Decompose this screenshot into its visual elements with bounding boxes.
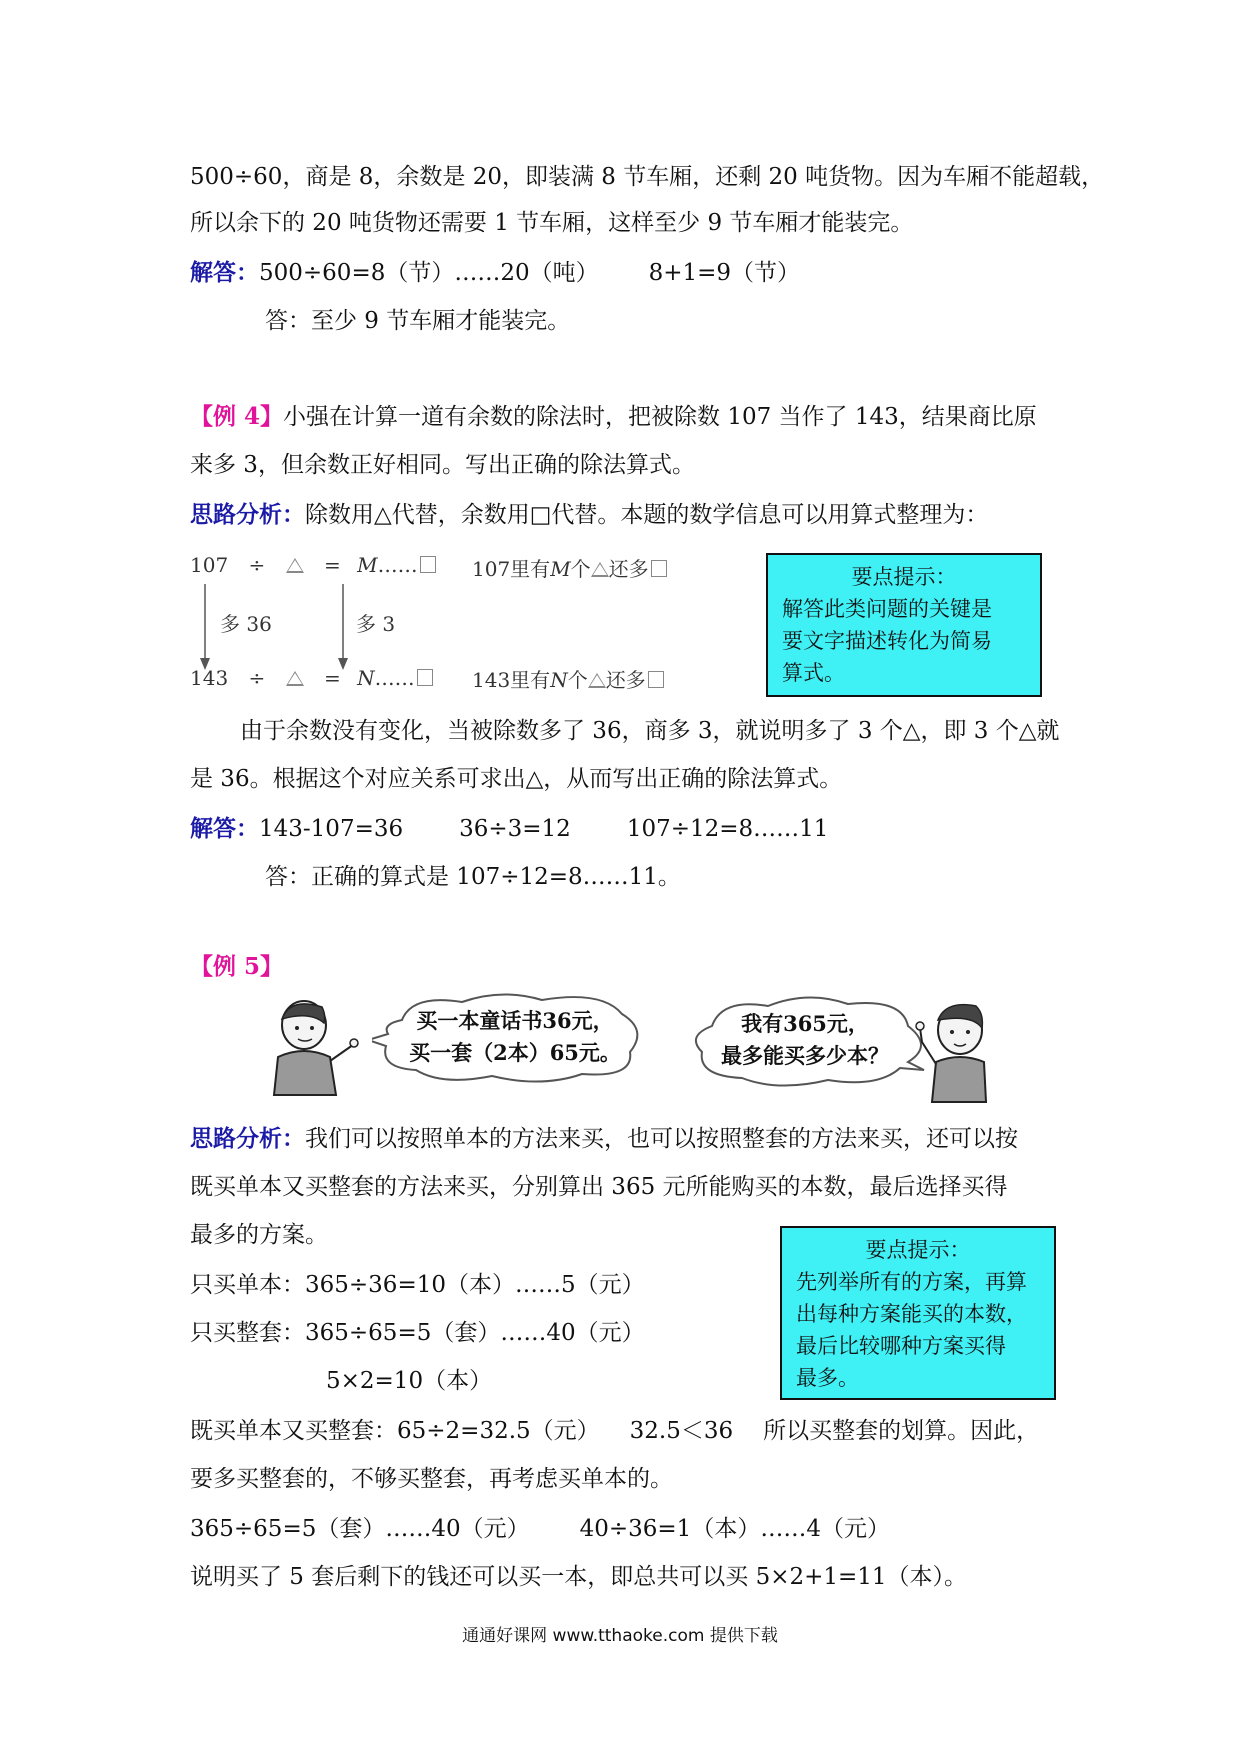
square-icon [420, 556, 436, 573]
tip-line: 最多。 [796, 1366, 859, 1390]
more-36-label: 多 36 [220, 612, 272, 636]
analysis-label: 思路分析： [190, 501, 305, 528]
triangle-icon [591, 562, 609, 577]
analysis-line: 思路分析：我们可以按照单本的方法来买，也可以按照整套的方法来买，还可以按 [190, 1125, 1018, 1152]
analysis-label: 思路分析： [190, 1125, 305, 1152]
tip-line: 要文字描述转化为简易 [782, 629, 992, 653]
answer-label: 解答： [190, 259, 259, 286]
triangle-icon [588, 673, 606, 688]
tip-box [766, 553, 1042, 697]
answer-reply: 答：至少 9 节车厢才能装完。 [265, 308, 571, 334]
tip-line: 最后比较哪种方案买得 [796, 1334, 1006, 1358]
example-text: 小强在计算一道有余数的除法时，把被除数 107 当作了 143，结果商比原 [283, 404, 1037, 430]
more-3-label: 多 3 [356, 612, 396, 636]
paragraph-line: 所以余下的 20 吨货物还需要 1 节车厢，这样至少 9 节车厢才能装完。 [190, 210, 914, 236]
solution-line: 要多买整套的，不够买整套，再考虑买单本的。 [190, 1466, 673, 1492]
analysis-line: 既买单本又买整套的方法来买，分别算出 365 元所能购买的本数，最后选择买得 [190, 1174, 1008, 1200]
tip-line: 算式。 [782, 661, 845, 685]
tip-line: 出每种方案能买的本数， [796, 1302, 1027, 1326]
example-4-line: 来多 3，但余数正好相同。写出正确的除法算式。 [190, 452, 695, 478]
example-5-tag: 【例 5】 [190, 953, 284, 980]
bubble-left-text: 买一本童话书36元， 买一套（2本）65元。 [409, 1008, 621, 1065]
triangle-icon [286, 558, 304, 573]
paragraph-line: 由于余数没有变化，当被除数多了 36，商多 3，就说明多了 3 个△，即 3 个△就 [240, 718, 1060, 744]
example-tag: 【例 4】 [190, 403, 284, 430]
example-4-line [190, 402, 1037, 432]
square-icon [648, 671, 664, 688]
answer-calc: 500÷60=8（节）……20（吨） [259, 260, 599, 286]
analysis-text: 除数用△代替，余数用□代替。本题的数学信息可以用算式整理为： [305, 502, 989, 528]
tip-line: 解答此类问题的关键是 [782, 597, 992, 621]
analysis-line: 最多的方案。 [190, 1222, 328, 1248]
answer-label: 解答： [190, 815, 259, 842]
answer-calc: 8+1=9（节） [648, 260, 801, 286]
tip-line: 先列举所有的方案，再算 [796, 1270, 1027, 1294]
diagram-desc-1: 107里有M个 还多 [472, 553, 667, 582]
tip-title: 要点提示： [865, 1238, 971, 1262]
boy-left-illustration [260, 995, 360, 1105]
diagram-row-2: 143 ÷ = N…… [190, 666, 433, 690]
diagram-desc-2: 143里有N个 还多 [472, 664, 664, 693]
bubble-right-text: 我有365元， 最多能买多少本？ [721, 1011, 889, 1068]
diagram-row-1: 107 ÷ = M…… [190, 553, 436, 577]
triangle-icon [286, 671, 304, 686]
square-icon [417, 669, 433, 686]
answer-line [190, 258, 800, 288]
answer-line: 解答：143-107=36 36÷3=12 107÷12=8……11 [190, 815, 829, 842]
solution-line: 365÷65=5（套）……40（元） 40÷36=1（本）……4（元） [190, 1516, 890, 1542]
solution-line: 5×2=10（本） [326, 1368, 493, 1394]
tip-box [780, 1226, 1056, 1400]
paragraph-line: 是 36。根据这个对应关系可求出△，从而写出正确的除法算式。 [190, 766, 843, 792]
solution-line: 只买整套：365÷65=5（套）……40（元） [190, 1320, 645, 1346]
diagram-arrows [195, 582, 355, 672]
tip-title: 要点提示： [851, 565, 957, 589]
paragraph-line: 500÷60，商是 8，余数是 20，即装满 8 节车厢，还剩 20 吨货物。因为车厢不能超载， [190, 164, 1105, 190]
boy-right-illustration [912, 998, 1002, 1106]
solution-line: 既买单本又买整套：65÷2=32.5（元） 32.5＜36 所以买整套的划算。因此， [190, 1418, 1040, 1444]
page-footer: 通通好课网 www.tthaoke.com 提供下载 [462, 1626, 778, 1646]
answer-reply: 答：正确的算式是 107÷12=8……11。 [265, 864, 681, 890]
square-icon [651, 560, 667, 577]
solution-line: 说明买了 5 套后剩下的钱还可以买一本，即总共可以买 5×2+1=11（本）。 [190, 1564, 968, 1590]
analysis-line [190, 500, 988, 530]
solution-line: 只买单本：365÷36=10（本）……5（元） [190, 1272, 645, 1298]
